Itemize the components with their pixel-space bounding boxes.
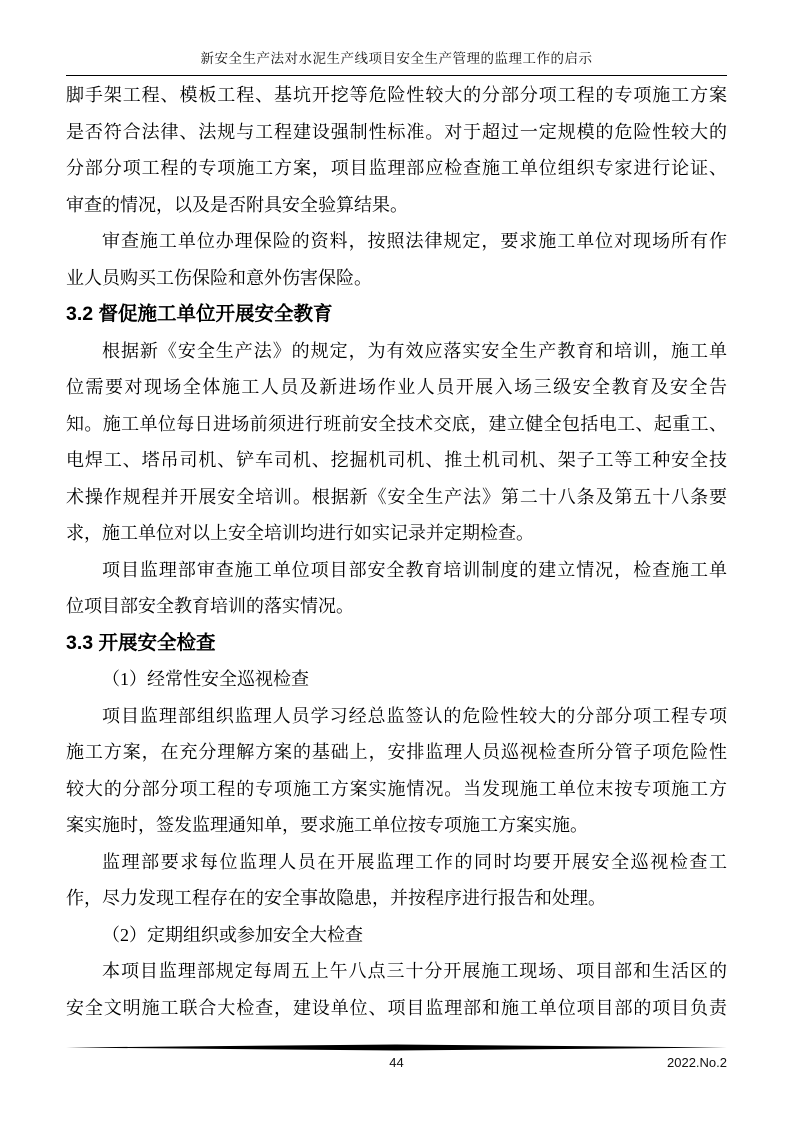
footer-rule — [66, 1044, 727, 1052]
subheading-1: （1）经常性安全巡视检查 — [102, 669, 309, 689]
text-line: 知。施工单位每日进场前须进行班前安全技术交底，建立健全包括电工、起重工、 — [66, 413, 727, 434]
text-line: 术操作规程并开展安全培训。根据新《安全生产法》第二十八条及第五十八条要 — [66, 486, 727, 507]
page-content — [66, 50, 727, 1026]
text-line: 项目监理部组织监理人员学习经总监签认的危险性较大的分部分项工程专项 — [102, 705, 727, 726]
section-heading-3-3: 3.3 开展安全检查 — [66, 631, 216, 654]
text-line: 项目监理部审查施工单位项目部安全教育培训制度的建立情况，检查施工单 — [102, 559, 727, 580]
text-line: 位项目部安全教育培训的落实情况。 — [66, 596, 354, 616]
subheading-2: （2）定期组织或参加安全大检查 — [102, 924, 363, 945]
text-line: 施工方案，在充分理解方案的基础上，安排监理人员巡视检查所分管子项危险性 — [66, 742, 727, 762]
text-line: 审查施工单位办理保险的资料，按照法律规定，要求施工单位对现场所有作 — [102, 231, 727, 251]
text-line: 是否符合法律、法规与工程建设强制性标准。对于超过一定规模的危险性较大的 — [66, 121, 727, 142]
text-line: 电焊工、塔吊司机、铲车司机、挖掘机司机、推土机司机、架子工等工种安全技 — [66, 450, 727, 470]
text-line: 分部分项工程的专项施工方案，项目监理部应检查施工单位组织专家进行论证、 — [66, 158, 727, 178]
text-line: 安全文明施工联合大检查，建设单位、项目监理部和施工单位项目部的项目负责 — [66, 997, 727, 1018]
text-line: 审查的情况，以及是否附具安全验算结果。 — [66, 194, 408, 215]
text-line: 较大的分部分项工程的专项施工方案实施情况。当发现施工单位末按专项施工方 — [66, 778, 727, 799]
text-line: 作，尽力发现工程存在的安全事故隐患，并按程序进行报告和处理。 — [66, 888, 606, 908]
text-line: 位需要对现场全体施工人员及新进场作业人员开展入场三级安全教育及安全告 — [66, 377, 727, 397]
text-line: 根据新《安全生产法》的规定，为有效应落实安全生产教育和培训，施工单 — [102, 340, 727, 361]
text-line: 案实施时，签发监理通知单，要求施工单位按专项施工方案实施。 — [66, 815, 588, 835]
text-line: 脚手架工程、模板工程、基坑开挖等危险性较大的分部分项工程的专项施工方案 — [66, 85, 727, 105]
text-line: 监理部要求每位监理人员在开展监理工作的同时均要开展安全巡视检查工 — [102, 851, 727, 872]
section-heading-3-2: 3.2 督促施工单位开展安全教育 — [66, 303, 333, 325]
header-rule — [66, 75, 727, 76]
running-header-title: 新安全生产法对水泥生产线项目安全生产管理的监理工作的启示 — [200, 51, 593, 66]
text-line: 业人员购买工伤保险和意外伤害保险。 — [66, 267, 372, 288]
text-line: 本项目监理部规定每周五上午八点三十分开展施工现场、项目部和生活区的 — [102, 961, 727, 981]
issue-number: 2022.No.2 — [667, 1055, 727, 1070]
text-line: 求，施工单位对以上安全培训均进行如实记录并定期检查。 — [66, 523, 534, 543]
page-number: 44 — [389, 1055, 404, 1070]
